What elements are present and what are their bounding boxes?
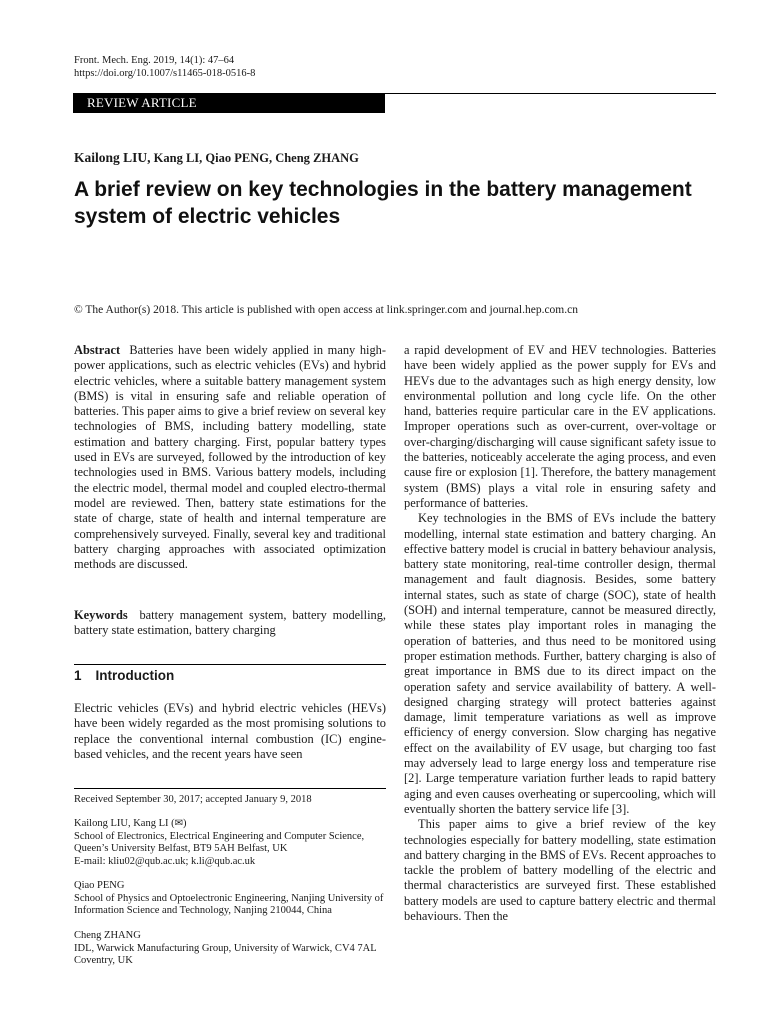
keywords-block <box>74 608 386 639</box>
section-heading <box>74 668 188 683</box>
doi-link[interactable]: https://doi.org/10.1007/s11465-018-0516-8 <box>74 68 256 79</box>
article-type-banner: REVIEW ARTICLE <box>73 93 385 113</box>
journal-meta <box>74 54 255 80</box>
abstract-label: Abstract <box>74 343 121 357</box>
abstract-block <box>74 343 386 572</box>
header-rule <box>385 93 716 94</box>
license-notice: © The Author(s) 2018. This article is published with open access at link.springer.com and journal.hep.com.cn <box>74 304 578 316</box>
abstract-text: Batteries have been widely applied in many high-power applications, such as electric vehicles (EVs) and hybrid electric vehicles, where a suitable battery management system (BMS) is vital in ensuring safe and reliable operation of batteries. This paper aims to give a brief review on several key technologies of BMS, including battery modelling, state estimation and battery charging. First, popular battery types used in EVs are surveyed, followed by the introduction of key technologies used in BMS. Various battery models, including the electric model, thermal model and coupled electro-thermal model are reviewed. Then, battery state estimations for the state of charge, state of health and internal temperature are comprehensively surveyed. Finally, several key and traditional battery charging approaches with associated optimization methods are discussed. <box>74 343 386 572</box>
footnote-rule <box>74 788 386 789</box>
article-title: A brief review on key technologies in the battery management system of electric vehicles <box>74 178 692 228</box>
section-rule <box>74 664 386 665</box>
paragraph-2: Key technologies in the BMS of EVs include the battery modelling, internal state estimation and battery charging. An effective battery model is crucial in battery behaviour analysis, battery state monitoring, real-time controller design, thermal management and fault diagnosis. Besides, some battery internal states, such as state of charge (SOC), state of health (SOH) and internal temperature, cannot be measured directly, while these states play important roles in managing the operation of batteries, and thus need to be monitored using proper estimation methods. Further, battery charging is also of great importance in BMS due to its direct impact on the operation safety and service availability of battery. A well-designed charging strategy will protect batteries against damage, limit temperature variations as well as improve efficiency of energy conversion. Slow charging has negative effect on the availability of EV usage, but charging too fast may adversely lead to large energy loss and temperature rise [2]. Large temperature variation further leads to rapid battery aging and even causes overheating or supercooling, which will eventually shorten the battery service life [3]. <box>404 511 716 816</box>
affiliation-2: Qiao PENG School of Physics and Optoelectronic Engineering, Nanjing University of Information Science and Technology, Nanjing 210044, China <box>74 880 386 918</box>
paragraph-1: a rapid development of EV and HEV technologies. Batteries have been widely applied as the power supply for EVs and HEVs due to the advantages such as high energy density, low environmental pollution and long cycle life. On the other hand, batteries require particular care in the EV applications. Improper operations such as over-current, over-voltage or over-charging/discharging will cause significant safety issue to the batteries, noticeably accelerate the aging process, and even cause fire or explosion [1]. Therefore, the battery management system (BMS) plays a vital role in ensuring safety and performance of batteries. <box>404 343 716 510</box>
author-list <box>74 150 359 166</box>
affiliation-2-address: School of Physics and Optoelectronic Engineering, Nanjing University of Information Science and Technology, Nanjing 210044, China <box>74 892 384 916</box>
co-authors: Kang LI, Qiao PENG, Cheng ZHANG <box>153 151 359 165</box>
affiliation-1-address: School of Electronics, Electrical Engineering and Computer Science, Queen’s University Belfast, BT9 5AH Belfast, UK <box>74 830 365 854</box>
affiliation-3: Cheng ZHANG IDL, Warwick Manufacturing Group, University of Warwick, CV4 7AL Coventry, UK <box>74 930 386 968</box>
keywords-label: Keywords <box>74 608 128 622</box>
right-column-body <box>404 343 716 924</box>
first-author: Kailong LIU, <box>74 150 151 165</box>
section-title: Introduction <box>95 668 175 683</box>
affiliation-3-address: IDL, Warwick Manufacturing Group, University of Warwick, CV4 7AL Coventry, UK <box>74 942 377 966</box>
journal-citation: Front. Mech. Eng. 2019, 14(1): 47–64 <box>74 55 235 66</box>
received-dates: Received September 30, 2017; accepted January 9, 2018 <box>74 794 312 805</box>
affiliation-1: Kailong LIU, Kang LI (✉) School of Electronics, Electrical Engineering and Computer Science, Queen’s University Belfast, BT9 5AH Belfast, UK E-mail: kliu02@qub.ac.uk; k.li@qub.ac.uk <box>74 818 386 868</box>
keywords-text: battery management system, battery modelling, battery state estimation, battery charging <box>74 608 386 638</box>
paragraph-3: This paper aims to give a brief review of the key technologies especially for battery modelling, state estimation and battery charging in the BMS of EVs. Recent approaches to tackle the problem of battery modelling of the electric and thermal characteristics are surveyed first. These established battery models are used to capture battery electric and thermal behaviours. Then the <box>404 817 716 923</box>
affiliation-1-email[interactable]: E-mail: kliu02@qub.ac.uk; k.li@qub.ac.uk <box>74 855 256 867</box>
envelope-icon: ✉ <box>174 818 183 829</box>
intro-paragraph-left: Electric vehicles (EVs) and hybrid electric vehicles (HEVs) have been widely regarded as the most promising solutions to replace the conventional internal combustion (IC) engine-based vehicles, and the recent years have seen <box>74 701 386 761</box>
section-number: 1 <box>74 668 82 683</box>
